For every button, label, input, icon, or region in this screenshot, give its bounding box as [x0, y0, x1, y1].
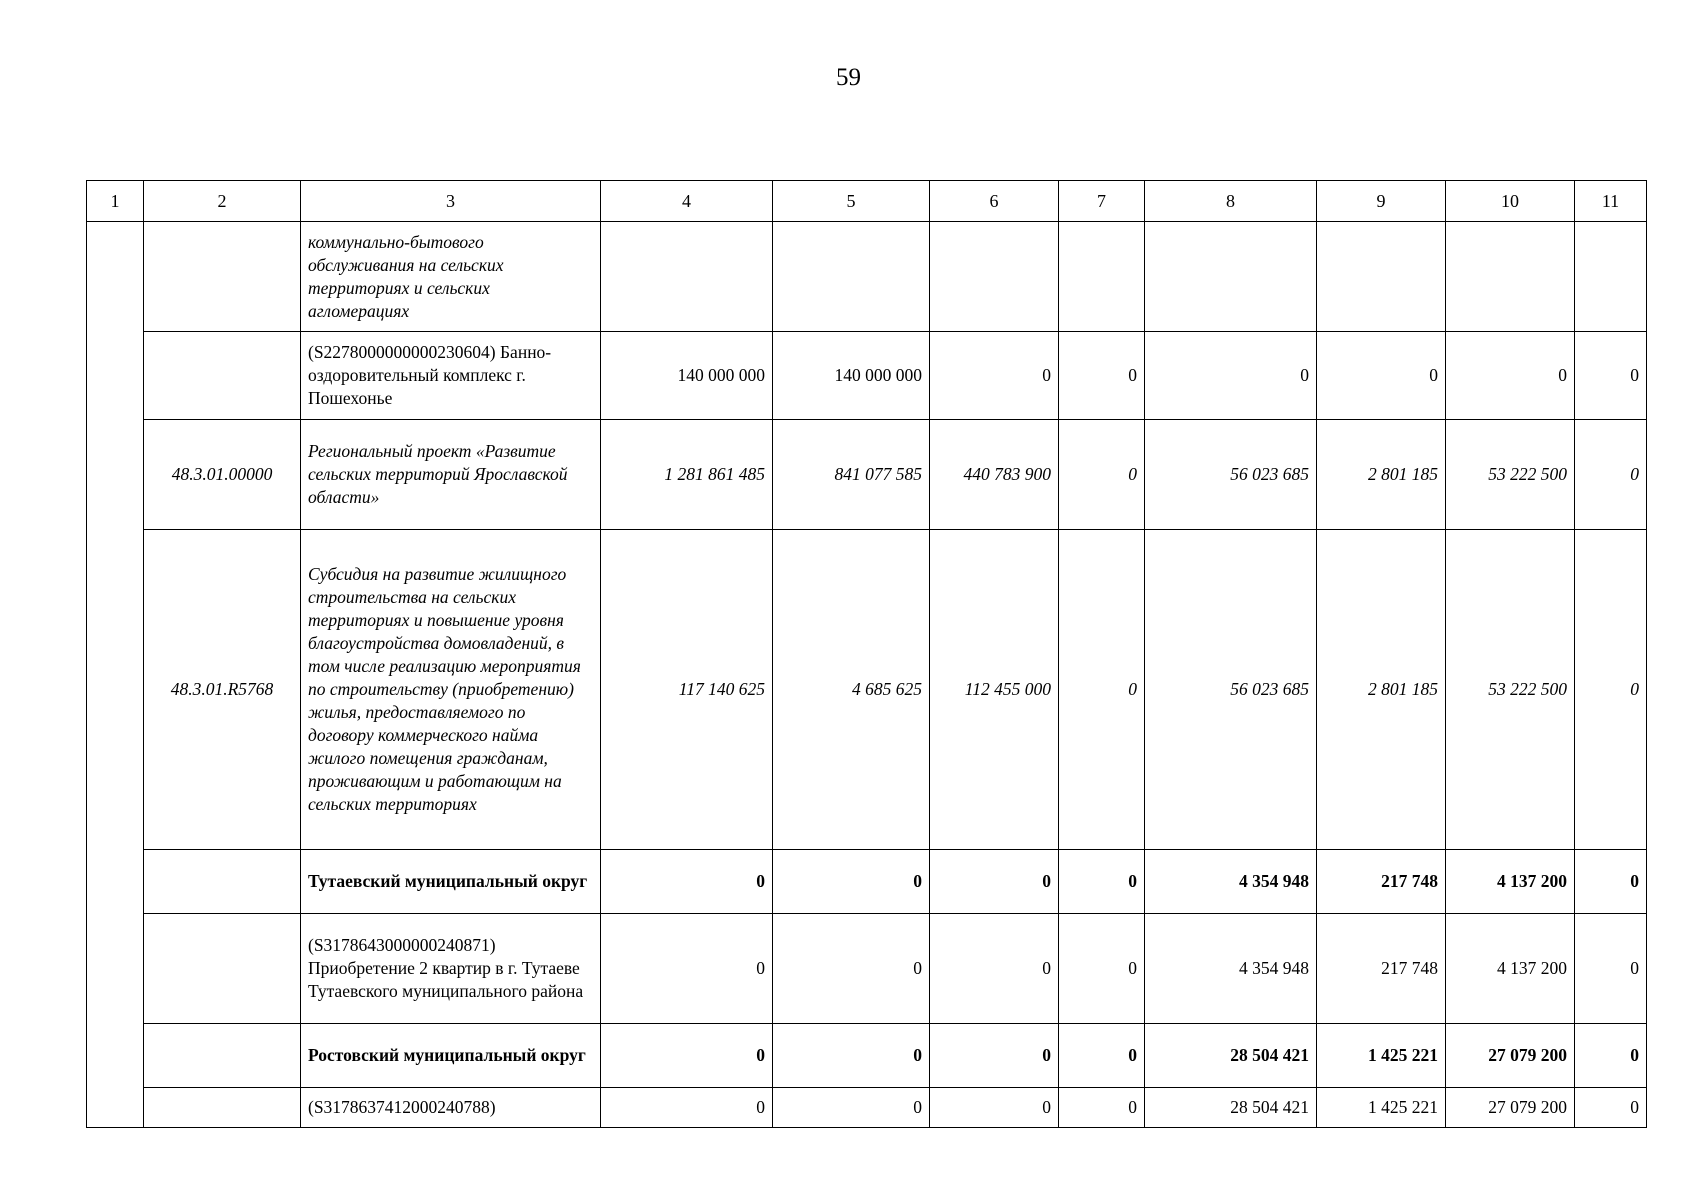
item-name-cell: Тутаевский муниципальный округ [301, 850, 601, 914]
amount-cell: 0 [601, 1024, 773, 1088]
amount-cell [930, 222, 1059, 332]
budget-code-cell: 48.3.01.00000 [144, 420, 301, 530]
amount-cell [1145, 222, 1317, 332]
column-number: 9 [1317, 181, 1446, 222]
amount-cell: 0 [1575, 850, 1647, 914]
amount-cell: 0 [1059, 1024, 1145, 1088]
amount-cell: 0 [1575, 1024, 1647, 1088]
item-name-cell: (S3178643000000240871) Приобретение 2 квартир в г. Тутаеве Тутаевского муниципального района [301, 914, 601, 1024]
amount-cell: 0 [773, 1088, 930, 1128]
amount-cell: 0 [1575, 914, 1647, 1024]
amount-cell: 217 748 [1317, 850, 1446, 914]
amount-cell: 27 079 200 [1446, 1088, 1575, 1128]
amount-cell: 53 222 500 [1446, 420, 1575, 530]
amount-cell: 4 137 200 [1446, 850, 1575, 914]
budget-code-cell [144, 850, 301, 914]
amount-cell: 0 [773, 1024, 930, 1088]
column-number: 6 [930, 181, 1059, 222]
amount-cell: 1 425 221 [1317, 1024, 1446, 1088]
amount-cell: 140 000 000 [601, 332, 773, 420]
amount-cell [601, 222, 773, 332]
item-name-cell: Региональный проект «Развитие сельских территорий Ярославской области» [301, 420, 601, 530]
amount-cell: 4 354 948 [1145, 850, 1317, 914]
amount-cell: 117 140 625 [601, 530, 773, 850]
table-row [87, 1088, 1647, 1128]
amount-cell: 4 354 948 [1145, 914, 1317, 1024]
column-number: 5 [773, 181, 930, 222]
amount-cell: 2 801 185 [1317, 530, 1446, 850]
table-row [87, 222, 1647, 332]
budget-code-cell [144, 1024, 301, 1088]
amount-cell: 2 801 185 [1317, 420, 1446, 530]
item-name-cell: (S3178637412000240788) [301, 1088, 601, 1128]
column-number-row [87, 181, 1647, 222]
amount-cell: 1 281 861 485 [601, 420, 773, 530]
column-number: 8 [1145, 181, 1317, 222]
column-number: 7 [1059, 181, 1145, 222]
item-name-cell: Ростовский муниципальный округ [301, 1024, 601, 1088]
amount-cell: 0 [773, 914, 930, 1024]
column-number: 2 [144, 181, 301, 222]
amount-cell: 841 077 585 [773, 420, 930, 530]
amount-cell: 1 425 221 [1317, 1088, 1446, 1128]
amount-cell: 0 [1059, 530, 1145, 850]
amount-cell: 0 [1145, 332, 1317, 420]
column-number: 1 [87, 181, 144, 222]
column-number: 11 [1575, 181, 1647, 222]
amount-cell: 0 [1575, 332, 1647, 420]
amount-cell: 0 [1575, 1088, 1647, 1128]
amount-cell: 0 [773, 850, 930, 914]
amount-cell: 217 748 [1317, 914, 1446, 1024]
budget-code-cell [144, 914, 301, 1024]
amount-cell: 4 685 625 [773, 530, 930, 850]
item-name-cell: Субсидия на развитие жилищного строительства на сельских территориях и повышение уровня благоустройства домовладений, в том числе реализацию мероприятия по строительству (приобретению) жилья, предоставляемого по договору коммерческого найма жилого помещения гражданам, проживающим и работающим на сельских территориях [301, 530, 601, 850]
amount-cell: 56 023 685 [1145, 530, 1317, 850]
amount-cell: 0 [1059, 332, 1145, 420]
amount-cell: 0 [930, 1024, 1059, 1088]
amount-cell: 0 [1575, 420, 1647, 530]
amount-cell: 0 [601, 1088, 773, 1128]
amount-cell: 0 [1059, 914, 1145, 1024]
amount-cell [773, 222, 930, 332]
amount-cell [1575, 222, 1647, 332]
amount-cell: 56 023 685 [1145, 420, 1317, 530]
table-row [87, 1024, 1647, 1088]
table-row [87, 530, 1647, 850]
amount-cell: 0 [1059, 850, 1145, 914]
budget-code-cell: 48.3.01.R5768 [144, 530, 301, 850]
row-index-cell [87, 222, 144, 1128]
amount-cell: 0 [930, 914, 1059, 1024]
item-name-cell: (S2278000000000230604) Банно-оздоровительный комплекс г. Пошехонье [301, 332, 601, 420]
amount-cell: 0 [930, 1088, 1059, 1128]
amount-cell: 0 [601, 914, 773, 1024]
amount-cell: 27 079 200 [1446, 1024, 1575, 1088]
amount-cell [1446, 222, 1575, 332]
budget-code-cell [144, 222, 301, 332]
amount-cell: 440 783 900 [930, 420, 1059, 530]
budget-code-cell [144, 332, 301, 420]
amount-cell: 28 504 421 [1145, 1024, 1317, 1088]
amount-cell: 0 [601, 850, 773, 914]
amount-cell: 0 [1059, 420, 1145, 530]
column-number: 3 [301, 181, 601, 222]
budget-code-cell [144, 1088, 301, 1128]
table-row [87, 914, 1647, 1024]
amount-cell: 4 137 200 [1446, 914, 1575, 1024]
table-row [87, 850, 1647, 914]
amount-cell: 28 504 421 [1145, 1088, 1317, 1128]
amount-cell [1059, 222, 1145, 332]
table-row [87, 420, 1647, 530]
column-number: 4 [601, 181, 773, 222]
amount-cell: 0 [1575, 530, 1647, 850]
amount-cell [1317, 222, 1446, 332]
amount-cell: 140 000 000 [773, 332, 930, 420]
table-row [87, 332, 1647, 420]
amount-cell: 0 [930, 850, 1059, 914]
amount-cell: 0 [930, 332, 1059, 420]
amount-cell: 0 [1446, 332, 1575, 420]
amount-cell: 0 [1317, 332, 1446, 420]
budget-table [86, 180, 1647, 1128]
amount-cell: 53 222 500 [1446, 530, 1575, 850]
page-number: 59 [836, 64, 861, 91]
amount-cell: 0 [1059, 1088, 1145, 1128]
item-name-cell: коммунально-бытового обслуживания на сельских территориях и сельских агломерациях [301, 222, 601, 332]
column-number: 10 [1446, 181, 1575, 222]
amount-cell: 112 455 000 [930, 530, 1059, 850]
